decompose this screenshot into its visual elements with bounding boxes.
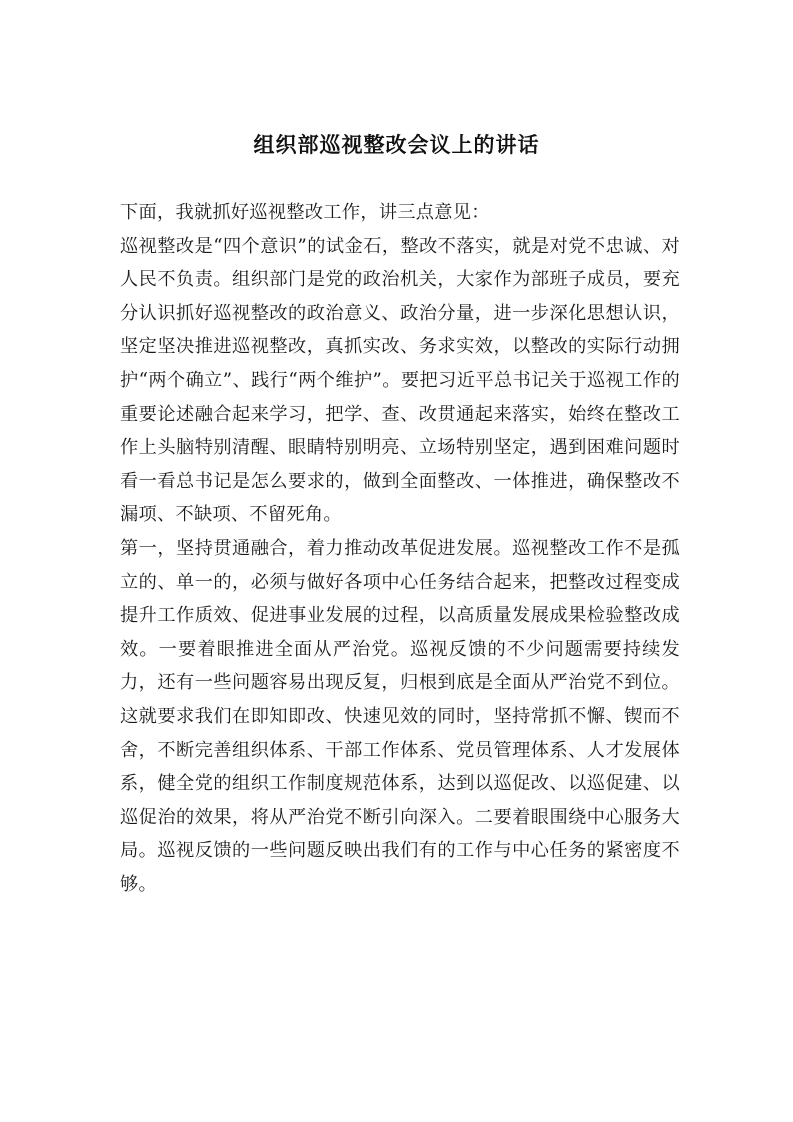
document-body (120, 196, 680, 901)
paragraph-first-point: 第一，坚持贯通融合，着力推动改革促进发展。巡视整改工作不是孤立的、单一的，必须与做好各项中心任务结合起来，把整改过程变成提升工作质效、促进事业发展的过程，以高质量发展成果检验整改成效。一要着眼推进全面从严治党。巡视反馈的不少问题需要持续发力，还有一些问题容易出现反复，归根到底是全面从严治党不到位。这就要求我们在即知即改、快速见效的同时，坚持常抓不懈、锲而不舍，不断完善组织体系、干部工作体系、党员管理体系、人才发展体系，健全党的组织工作制度规范体系，达到以巡促改、以巡促建、以巡促治的效果，将从严治党不断引向深入。二要着眼围绕中心服务大局。巡视反馈的一些问题反映出我们有的工作与中心任务的紧密度不够。 (120, 537, 680, 895)
document-title: 组织部巡视整改会议上的讲话 (253, 132, 540, 157)
paragraph-inspection-rectification: 巡视整改是“四个意识”的试金石，整改不落实，就是对党不忠诚、对人民不负责。组织部门是党的政治机关，大家作为部班子成员，要充分认识抓好巡视整改的政治意义、政治分量，进一步深化思想认识，坚定坚决推进巡视整改，真抓实改、务求实效，以整改的实际行动拥护“两个确立”、践行“两个维护”。要把习近平总书记关于巡视工作的重要论述融合起来学习，把学、查、改贯通起来落实，始终在整改工作上头脑特别清醒、眼睛特别明亮、立场特别坚定，遇到困难问题时看一看总书记是怎么要求的，做到全面整改、一体推进，确保整改不漏项、不缺项、不留死角。 (120, 235, 680, 526)
paragraph-intro: 下面，我就抓好巡视整改工作，讲三点意见： (120, 202, 490, 223)
